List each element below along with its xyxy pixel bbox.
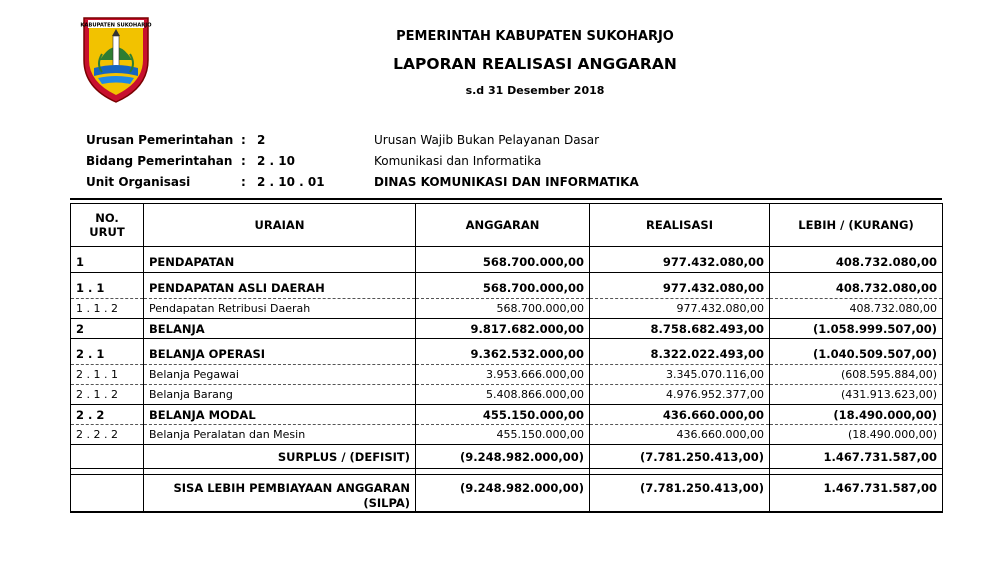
row-uraian: Belanja Barang [144, 385, 416, 405]
row-uraian: Pendapatan Retribusi Daerah [144, 299, 416, 319]
row-uraian: PENDAPATAN ASLI DAERAH [144, 279, 416, 299]
col-header-anggaran: ANGGARAN [416, 204, 590, 247]
row-realisasi: 8.758.682.493,00 [590, 319, 770, 339]
row-anggaran: 9.362.532.000,00 [416, 345, 590, 365]
col-header-no: NO. URUT [71, 204, 144, 247]
row-anggaran: 5.408.866.000,00 [416, 385, 590, 405]
col-header-uraian: URAIAN [144, 204, 416, 247]
info-code: 2 . 10 . 01 [257, 175, 325, 189]
row-realisasi: 3.345.070.116,00 [590, 365, 770, 385]
row-realisasi: 977.432.080,00 [590, 253, 770, 273]
government-title: PEMERINTAH KABUPATEN SUKOHARJO [396, 29, 674, 44]
surplus-label: SURPLUS / (DEFISIT) [144, 445, 416, 469]
row-lebih: 408.732.080,00 [770, 279, 943, 299]
table-row [71, 345, 943, 365]
row-realisasi: 8.322.022.493,00 [590, 345, 770, 365]
row-anggaran: 568.700.000,00 [416, 299, 590, 319]
row-realisasi: 436.660.000,00 [590, 425, 770, 445]
row-uraian: Belanja Pegawai [144, 365, 416, 385]
silpa-label [144, 475, 416, 513]
surplus-anggaran: (9.248.982.000,00) [416, 445, 590, 469]
row-uraian: BELANJA [144, 319, 416, 339]
row-anggaran: 455.150.000,00 [416, 405, 590, 425]
info-label: Bidang Pemerintahan [86, 154, 233, 168]
budget-realization-table [70, 203, 943, 513]
row-realisasi: 977.432.080,00 [590, 279, 770, 299]
silpa-lebih: 1.467.731.587,00 [770, 475, 943, 513]
logo-text: KABUPATEN SUKOHARJO [80, 22, 152, 29]
report-title: LAPORAN REALISASI ANGGARAN [393, 55, 677, 73]
row-no: 2 . 2 . 2 [71, 425, 144, 445]
row-lebih: (1.058.999.507,00) [770, 319, 943, 339]
row-realisasi: 4.976.952.377,00 [590, 385, 770, 405]
info-label: Urusan Pemerintahan [86, 133, 234, 147]
row-no: 2 . 1 . 2 [71, 385, 144, 405]
row-lebih: 408.732.080,00 [770, 299, 943, 319]
report-period: s.d 31 Desember 2018 [465, 84, 605, 97]
table-row [71, 365, 943, 385]
row-lebih: (431.913.623,00) [770, 385, 943, 405]
surplus-row [71, 445, 943, 469]
row-no: 2 . 2 [71, 405, 144, 425]
row-uraian: BELANJA MODAL [144, 405, 416, 425]
row-realisasi: 436.660.000,00 [590, 405, 770, 425]
row-no: 2 . 1 . 1 [71, 365, 144, 385]
row-lebih: (1.040.509.507,00) [770, 345, 943, 365]
info-code: 2 . 10 [257, 154, 295, 168]
silpa-row [71, 475, 943, 513]
info-desc: DINAS KOMUNIKASI DAN INFORMATIKA [374, 175, 639, 189]
header-divider [70, 198, 942, 200]
silpa-label-line1: SISA LEBIH PEMBIAYAAN ANGGARAN [173, 481, 410, 495]
table-row [71, 299, 943, 319]
row-lebih: 408.732.080,00 [770, 253, 943, 273]
info-desc: Urusan Wajib Bukan Pelayanan Dasar [374, 133, 600, 147]
table-row [71, 279, 943, 299]
silpa-anggaran: (9.248.982.000,00) [416, 475, 590, 513]
row-lebih: (18.490.000,00) [770, 405, 943, 425]
surplus-lebih: 1.467.731.587,00 [770, 445, 943, 469]
col-header-lebih: LEBIH / (KURANG) [770, 204, 943, 247]
table-row [71, 425, 943, 445]
info-colon: : [241, 154, 246, 168]
table-row [71, 385, 943, 405]
col-header-realisasi: REALISASI [590, 204, 770, 247]
row-uraian: PENDAPATAN [144, 253, 416, 273]
row-no: 1 . 1 [71, 279, 144, 299]
info-colon: : [241, 175, 246, 189]
info-desc: Komunikasi dan Informatika [374, 154, 542, 168]
surplus-realisasi: (7.781.250.413,00) [590, 445, 770, 469]
row-anggaran: 3.953.666.000,00 [416, 365, 590, 385]
info-code: 2 [257, 133, 266, 147]
row-anggaran: 568.700.000,00 [416, 279, 590, 299]
table-header-row [71, 204, 943, 247]
silpa-realisasi: (7.781.250.413,00) [590, 475, 770, 513]
row-lebih: (18.490.000,00) [770, 425, 943, 445]
row-uraian: Belanja Peralatan dan Mesin [144, 425, 416, 445]
table-row [71, 319, 943, 339]
row-realisasi: 977.432.080,00 [590, 299, 770, 319]
row-lebih: (608.595.884,00) [770, 365, 943, 385]
table-row [71, 405, 943, 425]
table-row [71, 253, 943, 273]
info-label: Unit Organisasi [86, 175, 191, 189]
sukoharjo-emblem-logo [80, 14, 152, 104]
row-anggaran: 455.150.000,00 [416, 425, 590, 445]
row-uraian: BELANJA OPERASI [144, 345, 416, 365]
row-no: 1 . 1 . 2 [71, 299, 144, 319]
row-no: 1 [71, 253, 144, 273]
info-colon: : [241, 133, 246, 147]
row-anggaran: 9.817.682.000,00 [416, 319, 590, 339]
row-no: 2 . 1 [71, 345, 144, 365]
silpa-label-line2: (SILPA) [363, 496, 410, 510]
row-no: 2 [71, 319, 144, 339]
row-anggaran: 568.700.000,00 [416, 253, 590, 273]
